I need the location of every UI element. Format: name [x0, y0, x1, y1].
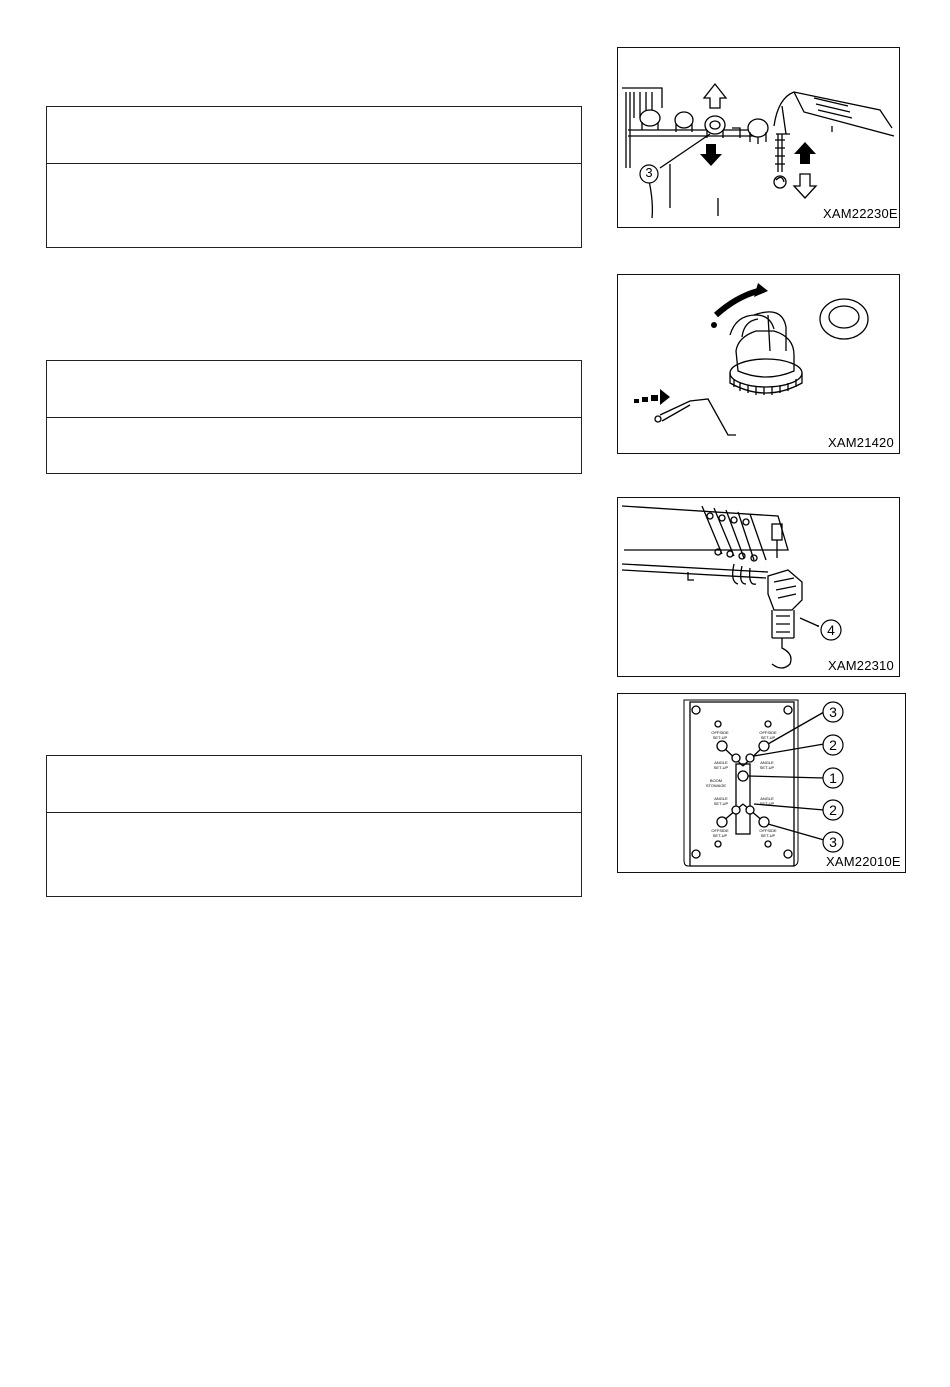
plate-text-center: BOOM STOWAGE	[705, 778, 727, 788]
plate-text-bottom-left: OFFSIDE SET-UP	[711, 828, 729, 838]
callout-3-top-label: 3	[829, 704, 837, 720]
note-box-3-header	[47, 756, 581, 813]
plate-text-low-right: ANGLE SET-UP	[759, 796, 775, 806]
note-box-1-header	[47, 107, 581, 164]
callout-2-bottom-label: 2	[829, 802, 837, 818]
note-box-1	[46, 106, 582, 248]
figure-id-label: XAM21420	[828, 435, 894, 450]
figure-id-label: XAM22310	[828, 658, 894, 673]
boom-hook-illustration	[618, 498, 898, 675]
joystick-illustration	[618, 275, 898, 452]
note-box-2	[46, 360, 582, 474]
plate-text-top-left: OFFSIDE SET-UP	[711, 730, 729, 740]
note-box-2-header	[47, 361, 581, 418]
figure-boom-hook	[617, 497, 900, 677]
plate-text-mid-right: ANGLE SET-UP	[759, 760, 775, 770]
lever-hook-illustration	[618, 48, 898, 226]
callout-1-label: 1	[829, 770, 837, 786]
control-plate-illustration	[618, 694, 904, 871]
figure-id-label: XAM22010E	[826, 854, 901, 869]
callout-3-label: 3	[645, 165, 653, 180]
figure-joystick	[617, 274, 900, 454]
callout-4-label: 4	[827, 622, 835, 638]
figure-lever-hook	[617, 47, 900, 228]
note-box-3	[46, 755, 582, 897]
plate-text-mid-left: ANGLE SET-UP	[713, 760, 729, 770]
plate-text-low-left: ANGLE SET-UP	[713, 796, 729, 806]
plate-text-bottom-right: OFFSIDE SET-UP	[759, 828, 777, 838]
figure-id-label: XAM22230E	[823, 206, 898, 221]
callout-3-bottom-label: 3	[829, 834, 837, 850]
plate-text-top-right: OFFSIDE SET-UP	[759, 730, 777, 740]
figure-control-plate	[617, 693, 906, 873]
callout-2-top-label: 2	[829, 737, 837, 753]
